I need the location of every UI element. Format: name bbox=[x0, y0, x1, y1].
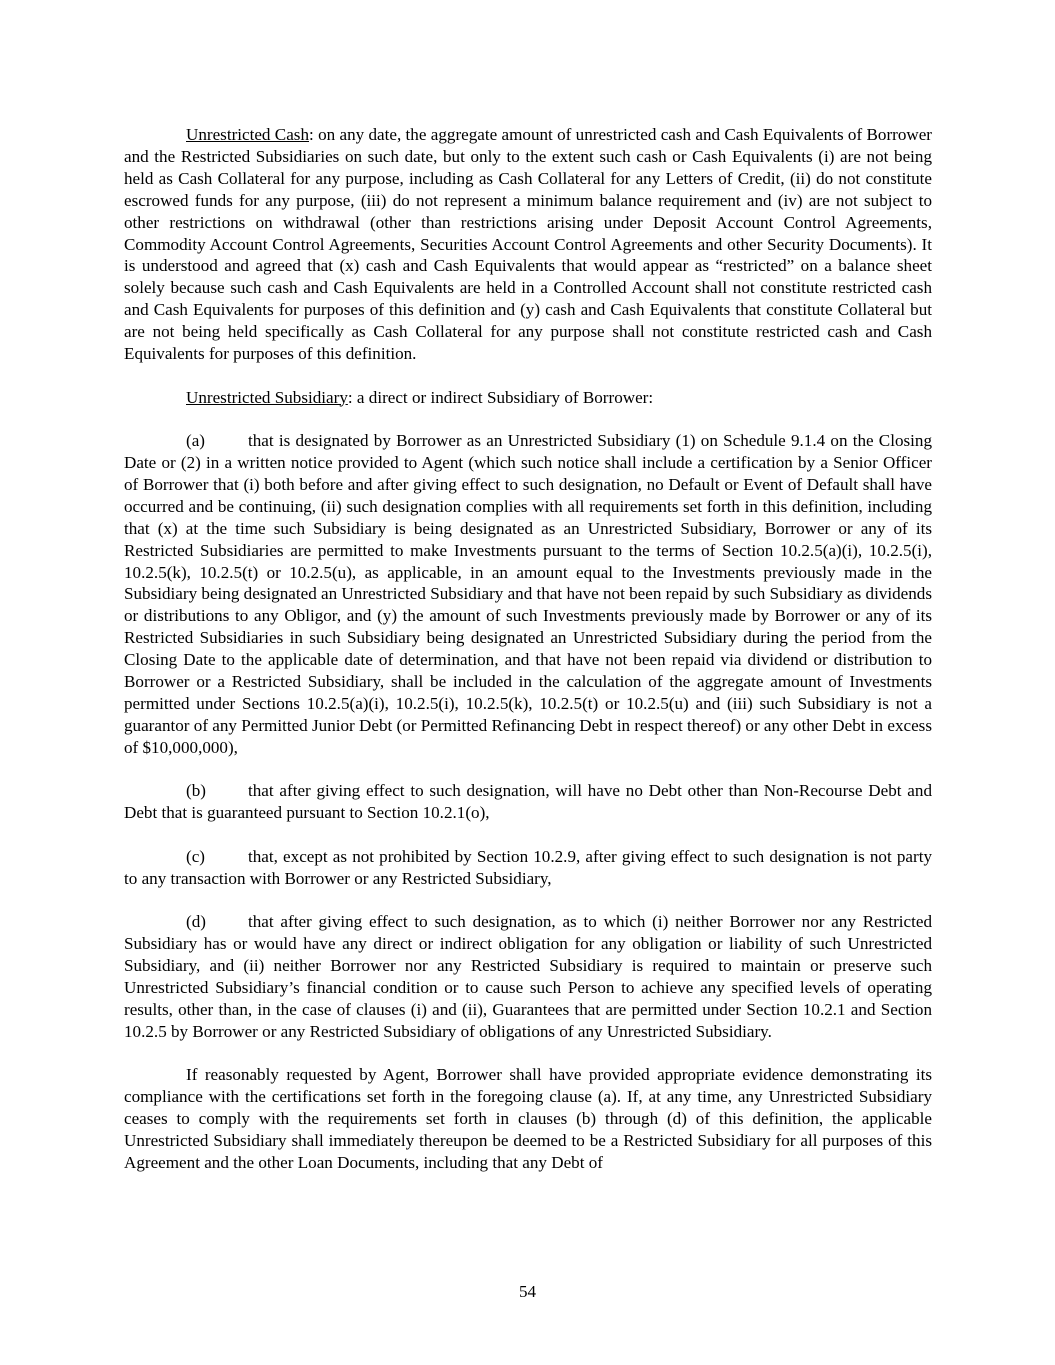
clause-label: (b) bbox=[186, 781, 206, 801]
clause-a bbox=[124, 430, 932, 759]
definition-body: : on any date, the aggregate amount of unrestricted cash and Cash Equivalents of Borrower and the Restricted Subsidiaries on such date, but only to the extent such cash or Cash Equivalents (i) are not being held as Cash Collateral for any purpose, including as Cash Collateral for any Letters of Credit, (ii) do not constitute escrowed funds for any purpose, (iii) do not represent a minimum balance requirement and (iv) are not subject to other restrictions on withdrawal (other than restrictions arising under Deposit Account Control Agreements, Commodity Account Control Agreements, Securities Account Control Agreements and other Security Documents). It is understood and agreed that (x) cash and Cash Equivalents that would appear as “restricted” on a balance sheet solely because such cash and Cash Equivalents are held in a Controlled Account shall not constitute restricted cash and Cash Equivalents for purposes of this definition and (y) cash and Cash Equivalents that constitute Collateral but are not being held specifically as Cash Collateral for any purpose shall not constitute restricted cash and Cash Equivalents for purposes of this definition. bbox=[124, 125, 932, 364]
defined-term: Unrestricted Subsidiary bbox=[186, 387, 348, 407]
clause-text: that is designated by Borrower as an Unrestricted Subsidiary (1) on Schedule 9.1.4 on the Closing Date or (2) in a written notice provided to Agent (which such notice shall include a certification by a Senior Officer of Borrower that (i) both before and after giving effect to such designation, no Default or Event of Default shall have occurred and be continuing, (ii) such designation complies with all requirements set forth in this definition, including that (x) at the time such Subsidiary is being designated as an Unrestricted Subsidiary, Borrower or any of its Restricted Subsidiaries are permitted to make Investments pursuant to the terms of Section 10.2.5(a)(i), 10.2.5(i), 10.2.5(k), 10.2.5(t) or 10.2.5(u), as applicable, in an amount equal to the Investments previously made in the Subsidiary being designated an Unrestricted Subsidiary and that have not been repaid by such Subsidiary as dividends or distributions to any Obligor, and (y) the amount of such Investments previously made by Borrower or any of its Restricted Subsidiaries in such Subsidiary being designated an Unrestricted Subsidiary during the period from the Closing Date to the applicable date of determination, and that have not been repaid via dividend or distribution to Borrower or a Restricted Subsidiary, shall be included in the calculation of the aggregate amount of Investments permitted under Sections 10.2.5(a)(i), 10.2.5(i), 10.2.5(k), 10.2.5(t) or 10.2.5(u) and (iii) such Subsidiary is not a guarantor of any Permitted Junior Debt (or Permitted Refinancing Debt in respect thereof) or any other Debt in excess of $10,000,000), bbox=[124, 431, 932, 757]
clause-b bbox=[124, 780, 932, 824]
definition-body: : a direct or indirect Subsidiary of Borrower: bbox=[347, 387, 654, 407]
clause-text: that after giving effect to such designation, will have no Debt other than Non-Recourse Debt and Debt that is guaranteed pursuant to Section 10.2.1(o), bbox=[124, 781, 932, 823]
clause-label: (c) bbox=[186, 846, 205, 866]
definition-unrestricted-subsidiary bbox=[124, 387, 932, 409]
clause-text: that after giving effect to such designation, as to which (i) neither Borrower nor any Restricted Subsidiary has or would have any direct or indirect obligation for any obligation or liability of such Unrestricted Subsidiary, and (ii) neither Borrower nor any Restricted Subsidiary is required to maintain or preserve such Unrestricted Subsidiary’s financial condition or to cause such Person to achieve any specified levels of operating results, other than, in the case of clauses (i) and (ii), Guarantees that are permitted under Section 10.2.1 and Section 10.2.5 by Borrower or any Restricted Subsidiary of obligations of any Unrestricted Subsidiary. bbox=[124, 912, 932, 1041]
defined-term: Unrestricted Cash bbox=[186, 125, 309, 144]
clause-label: (a) bbox=[186, 431, 205, 451]
clause-c bbox=[124, 846, 932, 890]
clause-d bbox=[124, 911, 932, 1042]
definition-unrestricted-cash bbox=[124, 124, 932, 365]
document-page bbox=[124, 124, 932, 1195]
clause-label: (d) bbox=[186, 912, 206, 932]
clause-text: that, except as not prohibited by Section 10.2.9, after giving effect to such designation is not party to any transaction with Borrower or any Restricted Subsidiary, bbox=[124, 846, 932, 888]
closing-paragraph: If reasonably requested by Agent, Borrower shall have provided appropriate evidence demonstrating its compliance with the certifications set forth in the foregoing clause (a). If, at any time, any Unrestricted Subsidiary ceases to comply with the requirements set forth in clauses (b) through (d) of this definition, the applicable Unrestricted Subsidiary shall immediately thereupon be deemed to be a Restricted Subsidiary for all purposes of this Agreement and the other Loan Documents, including that any Debt of bbox=[124, 1065, 932, 1172]
page-number: 54 bbox=[518, 1282, 537, 1301]
